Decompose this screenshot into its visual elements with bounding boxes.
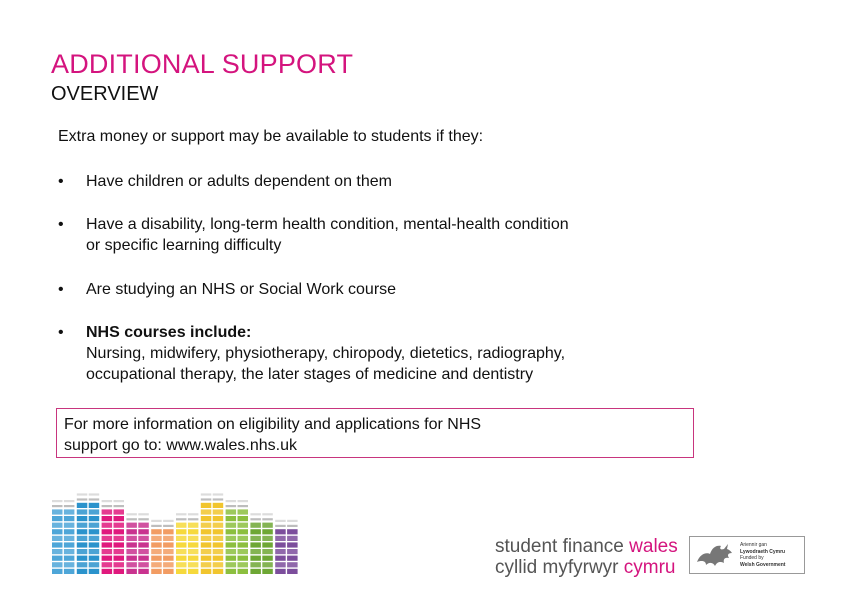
bar-cell bbox=[275, 556, 286, 561]
bar-cell bbox=[176, 523, 187, 528]
bar-cell bbox=[52, 523, 63, 528]
bar-cell bbox=[163, 549, 174, 554]
bar-cell bbox=[102, 516, 113, 521]
bar-cell bbox=[89, 503, 100, 508]
bar-cell bbox=[77, 523, 88, 528]
bar-cap bbox=[213, 493, 224, 495]
bar-cell bbox=[114, 523, 125, 528]
bar-cell bbox=[114, 509, 125, 514]
bar-cap bbox=[250, 518, 261, 520]
bar-cell bbox=[226, 529, 237, 534]
bar-cell bbox=[77, 516, 88, 521]
bullet-icon: • bbox=[58, 281, 64, 298]
bar-cell bbox=[213, 549, 224, 554]
bar-cell bbox=[226, 542, 237, 547]
bar-cell bbox=[138, 523, 149, 528]
bar-cell bbox=[163, 536, 174, 541]
bar-cell bbox=[226, 556, 237, 561]
bar-cap bbox=[201, 498, 212, 500]
bar-cell bbox=[262, 556, 273, 561]
bar-cell bbox=[52, 556, 63, 561]
bar-cell bbox=[213, 536, 224, 541]
bar-cap bbox=[102, 505, 113, 507]
bar-cell bbox=[126, 556, 136, 561]
bar-cell bbox=[151, 536, 162, 541]
bar-cell bbox=[226, 549, 237, 554]
bar-cell bbox=[89, 549, 100, 554]
bar-cell bbox=[89, 562, 100, 567]
bar-cell bbox=[77, 556, 88, 561]
bar-cell bbox=[226, 516, 237, 521]
intro-text: Extra money or support may be available to students if they: bbox=[58, 128, 484, 145]
bar-cell bbox=[52, 569, 63, 574]
bar-cell bbox=[238, 549, 249, 554]
bar-cap bbox=[77, 493, 88, 495]
decorative-bars-graphic bbox=[50, 488, 300, 576]
bar-cell bbox=[262, 549, 273, 554]
bar-cell bbox=[64, 542, 75, 547]
bar-cap bbox=[262, 518, 273, 520]
bar-cell bbox=[114, 556, 125, 561]
bar-cell bbox=[287, 542, 298, 547]
bar-cell bbox=[52, 536, 63, 541]
bar-cap bbox=[77, 498, 88, 500]
bar-cell bbox=[163, 562, 174, 567]
bar-cell bbox=[213, 529, 224, 534]
bar-cell bbox=[176, 549, 187, 554]
bar-cell bbox=[213, 516, 224, 521]
bar-cap bbox=[238, 500, 249, 502]
bar-cell bbox=[262, 536, 273, 541]
bar-cell bbox=[89, 509, 100, 514]
bar-cell bbox=[64, 569, 75, 574]
bar-cell bbox=[138, 562, 149, 567]
bar-cell bbox=[250, 562, 261, 567]
bar-cell bbox=[188, 569, 199, 574]
bar-cap bbox=[238, 505, 249, 507]
bar-cell bbox=[102, 556, 113, 561]
bar-cap bbox=[250, 513, 261, 515]
bar-cell bbox=[188, 536, 199, 541]
bar-cell bbox=[64, 536, 75, 541]
bullet-icon: • bbox=[58, 324, 64, 341]
bar-cell bbox=[114, 569, 125, 574]
bar-cell bbox=[287, 536, 298, 541]
bar-cell bbox=[89, 556, 100, 561]
bar-cell bbox=[238, 516, 249, 521]
bar-cell bbox=[275, 529, 286, 534]
bar-cell bbox=[176, 542, 187, 547]
bar-cell bbox=[201, 503, 212, 508]
bar-cap bbox=[163, 525, 174, 527]
bar-cap bbox=[126, 513, 136, 515]
bar-cell bbox=[64, 516, 75, 521]
bar-cell bbox=[126, 523, 136, 528]
bar-cell bbox=[250, 542, 261, 547]
bar-cell bbox=[138, 529, 149, 534]
bar-cell bbox=[151, 562, 162, 567]
bar-cap bbox=[52, 505, 63, 507]
bar-cell bbox=[262, 529, 273, 534]
bar-cell bbox=[213, 542, 224, 547]
bar-cell bbox=[201, 536, 212, 541]
bar-cell bbox=[151, 549, 162, 554]
page-title: ADDITIONAL SUPPORT bbox=[51, 49, 354, 79]
bar-cell bbox=[102, 562, 113, 567]
list-item-text: Have children or adults dependent on them bbox=[86, 173, 392, 190]
bar-cell bbox=[114, 549, 125, 554]
bar-cell bbox=[250, 569, 261, 574]
bar-cell bbox=[213, 562, 224, 567]
bar-cap bbox=[138, 518, 149, 520]
bar-cell bbox=[102, 549, 113, 554]
brand-logo: student finance wales cyllid myfyrwyr cymru bbox=[495, 536, 678, 578]
bar-cell bbox=[64, 556, 75, 561]
bar-cell bbox=[238, 556, 249, 561]
bar-cell bbox=[77, 503, 88, 508]
bar-cell bbox=[52, 542, 63, 547]
bar-cell bbox=[126, 542, 136, 547]
bar-cell bbox=[102, 523, 113, 528]
bar-cell bbox=[89, 529, 100, 534]
bar-cell bbox=[275, 542, 286, 547]
bar-cap bbox=[176, 518, 187, 520]
bar-cell bbox=[262, 562, 273, 567]
bar-cap bbox=[163, 520, 174, 522]
bar-cell bbox=[89, 516, 100, 521]
bar-cell bbox=[64, 509, 75, 514]
list-item-heading: NHS courses include: bbox=[86, 324, 252, 341]
bar-cell bbox=[250, 536, 261, 541]
bar-cell bbox=[64, 562, 75, 567]
bar-cell bbox=[102, 509, 113, 514]
bar-cell bbox=[238, 523, 249, 528]
bar-cell bbox=[275, 562, 286, 567]
bar-cell bbox=[176, 569, 187, 574]
bar-cell bbox=[126, 549, 136, 554]
bar-cell bbox=[250, 549, 261, 554]
bar-cap bbox=[176, 513, 187, 515]
bar-cell bbox=[238, 562, 249, 567]
bar-cell bbox=[138, 556, 149, 561]
list-item-text: Have a disability, long-term health condition, mental-health condition or specific learning difficulty bbox=[86, 216, 569, 254]
bar-cell bbox=[52, 516, 63, 521]
bar-cell bbox=[64, 523, 75, 528]
bar-cell bbox=[226, 569, 237, 574]
bar-cell bbox=[77, 529, 88, 534]
bar-cell bbox=[163, 529, 174, 534]
bar-cell bbox=[77, 562, 88, 567]
bar-cell bbox=[201, 542, 212, 547]
bar-cell bbox=[151, 542, 162, 547]
bar-cell bbox=[250, 556, 261, 561]
bar-cell bbox=[176, 556, 187, 561]
bar-cap bbox=[102, 500, 113, 502]
bar-cell bbox=[102, 536, 113, 541]
info-box bbox=[56, 408, 694, 458]
bar-cell bbox=[201, 569, 212, 574]
bar-cell bbox=[126, 536, 136, 541]
list-item-text: NHS courses include: Nursing, midwifery, physiotherapy, chiropody, dietetics, radiography, occupational therapy, the later stages of medicine and dentistry bbox=[86, 322, 686, 385]
bar-cap bbox=[287, 525, 298, 527]
bar-cap bbox=[52, 500, 63, 502]
bar-cell bbox=[114, 529, 125, 534]
bar-cap bbox=[275, 525, 286, 527]
bar-cell bbox=[77, 569, 88, 574]
bar-cell bbox=[287, 569, 298, 574]
bar-cap bbox=[114, 500, 125, 502]
bar-cell bbox=[138, 536, 149, 541]
bar-cell bbox=[114, 536, 125, 541]
bar-cell bbox=[138, 569, 149, 574]
bar-cell bbox=[52, 549, 63, 554]
bar-cap bbox=[89, 493, 100, 495]
bar-cell bbox=[114, 542, 125, 547]
bar-cell bbox=[213, 523, 224, 528]
bar-cell bbox=[250, 529, 261, 534]
bar-cell bbox=[188, 556, 199, 561]
bar-cell bbox=[77, 542, 88, 547]
bar-cell bbox=[287, 529, 298, 534]
bar-cell bbox=[201, 556, 212, 561]
bar-cell bbox=[89, 536, 100, 541]
list-item-text: Are studying an NHS or Social Work course bbox=[86, 281, 397, 298]
bar-cell bbox=[226, 509, 237, 514]
bar-cell bbox=[213, 509, 224, 514]
bar-cell bbox=[151, 529, 162, 534]
bar-cap bbox=[188, 513, 199, 515]
bar-cell bbox=[201, 529, 212, 534]
page-subtitle: OVERVIEW bbox=[51, 83, 159, 105]
bar-cell bbox=[188, 529, 199, 534]
bar-cell bbox=[213, 556, 224, 561]
bar-cell bbox=[188, 562, 199, 567]
bar-cell bbox=[89, 542, 100, 547]
bar-cell bbox=[226, 523, 237, 528]
info-box-line: For more information on eligibility and applications for NHS bbox=[64, 416, 482, 433]
bar-cell bbox=[77, 549, 88, 554]
bar-cell bbox=[213, 569, 224, 574]
bar-cell bbox=[250, 523, 261, 528]
bar-cell bbox=[102, 569, 113, 574]
bar-cell bbox=[238, 569, 249, 574]
bar-cap bbox=[114, 505, 125, 507]
bar-cell bbox=[126, 529, 136, 534]
bar-cell bbox=[262, 523, 273, 528]
bar-cell bbox=[89, 569, 100, 574]
bar-cell bbox=[238, 542, 249, 547]
bar-cell bbox=[151, 556, 162, 561]
bar-cap bbox=[151, 525, 162, 527]
bar-cell bbox=[188, 549, 199, 554]
bar-cell bbox=[226, 562, 237, 567]
bar-cell bbox=[114, 562, 125, 567]
bar-cell bbox=[163, 569, 174, 574]
bar-cap bbox=[226, 500, 237, 502]
bar-cell bbox=[102, 529, 113, 534]
bar-cell bbox=[77, 509, 88, 514]
bar-cell bbox=[126, 569, 136, 574]
bar-cell bbox=[201, 523, 212, 528]
bar-cell bbox=[275, 569, 286, 574]
bar-cell bbox=[138, 549, 149, 554]
bar-cell bbox=[176, 536, 187, 541]
bar-cell bbox=[238, 536, 249, 541]
bar-cap bbox=[226, 505, 237, 507]
bar-cap bbox=[138, 513, 149, 515]
bar-cell bbox=[163, 556, 174, 561]
bar-cell bbox=[151, 569, 162, 574]
bar-cell bbox=[238, 529, 249, 534]
bar-cell bbox=[287, 562, 298, 567]
bar-cell bbox=[213, 503, 224, 508]
bar-cell bbox=[64, 549, 75, 554]
bar-cell bbox=[52, 509, 63, 514]
bar-cell bbox=[77, 536, 88, 541]
bar-cell bbox=[64, 529, 75, 534]
bar-cell bbox=[126, 562, 136, 567]
bar-cell bbox=[176, 562, 187, 567]
bar-cell bbox=[262, 542, 273, 547]
dragon-icon bbox=[694, 540, 736, 570]
bar-cap bbox=[126, 518, 136, 520]
bar-cap bbox=[287, 520, 298, 522]
bar-cap bbox=[213, 498, 224, 500]
bar-cap bbox=[275, 520, 286, 522]
bar-cell bbox=[52, 562, 63, 567]
bar-cell bbox=[201, 516, 212, 521]
bar-cell bbox=[163, 542, 174, 547]
welsh-government-text: Ariennir gan Lywodraeth Cymru Funded by Welsh Government bbox=[740, 542, 786, 568]
bar-cell bbox=[89, 523, 100, 528]
bullet-icon: • bbox=[58, 173, 64, 190]
welsh-government-logo bbox=[689, 536, 805, 574]
bar-cell bbox=[275, 549, 286, 554]
bullet-icon: • bbox=[58, 216, 64, 233]
bar-cell bbox=[287, 556, 298, 561]
bar-cell bbox=[201, 549, 212, 554]
bar-cell bbox=[262, 569, 273, 574]
bar-cell bbox=[201, 509, 212, 514]
bar-cell bbox=[52, 529, 63, 534]
bar-cell bbox=[287, 549, 298, 554]
bar-cell bbox=[201, 562, 212, 567]
bar-cap bbox=[64, 505, 75, 507]
bar-cell bbox=[176, 529, 187, 534]
bar-cell bbox=[226, 536, 237, 541]
info-box-line: support go to: www.wales.nhs.uk bbox=[64, 437, 298, 454]
bar-cell bbox=[275, 536, 286, 541]
bar-cap bbox=[151, 520, 162, 522]
bar-cap bbox=[89, 498, 100, 500]
bar-cell bbox=[188, 542, 199, 547]
bar-cell bbox=[238, 509, 249, 514]
bar-cell bbox=[138, 542, 149, 547]
bar-cell bbox=[114, 516, 125, 521]
bar-cap bbox=[64, 500, 75, 502]
bar-cell bbox=[188, 523, 199, 528]
bar-cap bbox=[262, 513, 273, 515]
bar-cell bbox=[102, 542, 113, 547]
bar-cap bbox=[188, 518, 199, 520]
bar-cap bbox=[201, 493, 212, 495]
